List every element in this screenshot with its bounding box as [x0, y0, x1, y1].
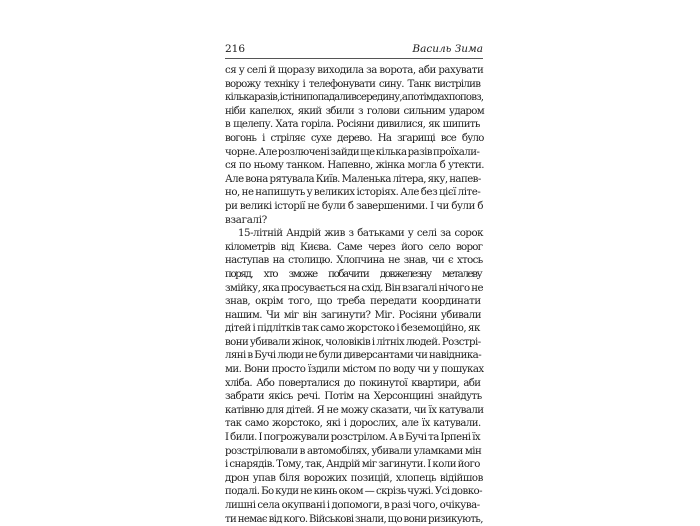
- text-line: ляні в Бучі люди не були диверсантами чи навідника-: [225, 350, 482, 362]
- text-line: поряд, хто зможе побачити довжелезну металеву: [225, 268, 482, 280]
- text-line: вони убивали жінок, чоловіків і літніх людей. Розстрі-: [225, 336, 481, 348]
- text-line: чорне. Але розлючені зайди ще кілька разів проїхали-: [225, 146, 480, 158]
- text-line: кілометрів від Києва. Саме через його село ворог: [225, 241, 483, 253]
- text-line: Але вона рятувала Київ. Маленька літера, яку, напев-: [225, 173, 481, 185]
- text-line: розстрілювали в автомобілях, убивали уламками мін: [225, 445, 482, 457]
- text-line: но, не напишуть у великих історіях. Але без цієї літе-: [225, 187, 481, 199]
- text-line: і снарядів. Тому, так, Андрій міг загинути. І коли його: [225, 459, 480, 471]
- text-line: дрон упав біля ворожих позицій, хлопець відійшов: [225, 472, 483, 484]
- text-line: ся у селі й щоразу виходила за ворота, аби рахувати: [225, 65, 484, 76]
- text-line: так само жорстоко, які і дорослих, але їх катували.: [225, 418, 481, 430]
- running-head-author: Василь Зима: [412, 43, 483, 55]
- text-line: змійку, яка просувається на схід. Він взагалі нічого не: [225, 282, 483, 294]
- text-line: ся по ньому танком. Напевно, жінка могла б утекти.: [225, 160, 484, 172]
- text-line: дітей і підлітків так само жорстоко і беземоційно, як: [225, 323, 480, 335]
- text-line: знав, окрім того, що треба передати координати: [225, 296, 481, 308]
- page-number: 216: [225, 43, 246, 55]
- text-line: ніби капелюх, який збили з голови сильним ударом: [225, 105, 485, 117]
- text-line: забрати якісь речі. Потім на Херсонщині знайдуть: [225, 391, 482, 403]
- text-line: в щелепу. Хата горіла. Росіяни дивилися, як шипить: [225, 119, 480, 131]
- text-line: ти немає від кого. Військові знали, що вони ризикують,: [225, 513, 483, 525]
- text-line: подалі. Бо куди не кинь оком — скрізь чужі. Усі довко-: [225, 486, 482, 498]
- text-line: кілька разів, і стіни попадали всередину, а потім дах поповз,: [225, 92, 484, 104]
- text-line: взагалі?: [225, 214, 267, 226]
- text-line: І били. І погрожували розстрілом. А в Бучі та Ірпені їх: [225, 432, 481, 444]
- text-line: ворожу техніку і телефонувати сину. Танк вистрілив: [225, 78, 481, 90]
- text-line: нашим. Чи міг він загинути? Міг. Росіяни убивали: [225, 309, 481, 321]
- body-text: [225, 64, 483, 526]
- text-line: лишні села окупвані і допомоги, в разі чого, очікува-: [225, 500, 480, 511]
- text-line: катівню для дітей. Я не можу сказати, чи їх катували: [225, 404, 484, 416]
- text-line: ми. Вони просто їздили містом по воду чи у пошуках: [225, 364, 484, 376]
- text-line: ри великі історії не були б завершеними. І чи були б: [225, 200, 484, 212]
- page-header: [225, 42, 483, 56]
- text-line: 15-літній Андрій жив з батьками у селі за сорок: [238, 228, 484, 240]
- text-line: вогонь і стріляє сухе дерево. На згарищі все було: [225, 132, 484, 144]
- text-line: наступав на столицю. Хлопчина не знав, чи є хтось: [225, 255, 483, 267]
- text-line: хліба. Або поверталися до покинутої квартири, аби: [225, 377, 481, 389]
- header-rule: [225, 58, 483, 59]
